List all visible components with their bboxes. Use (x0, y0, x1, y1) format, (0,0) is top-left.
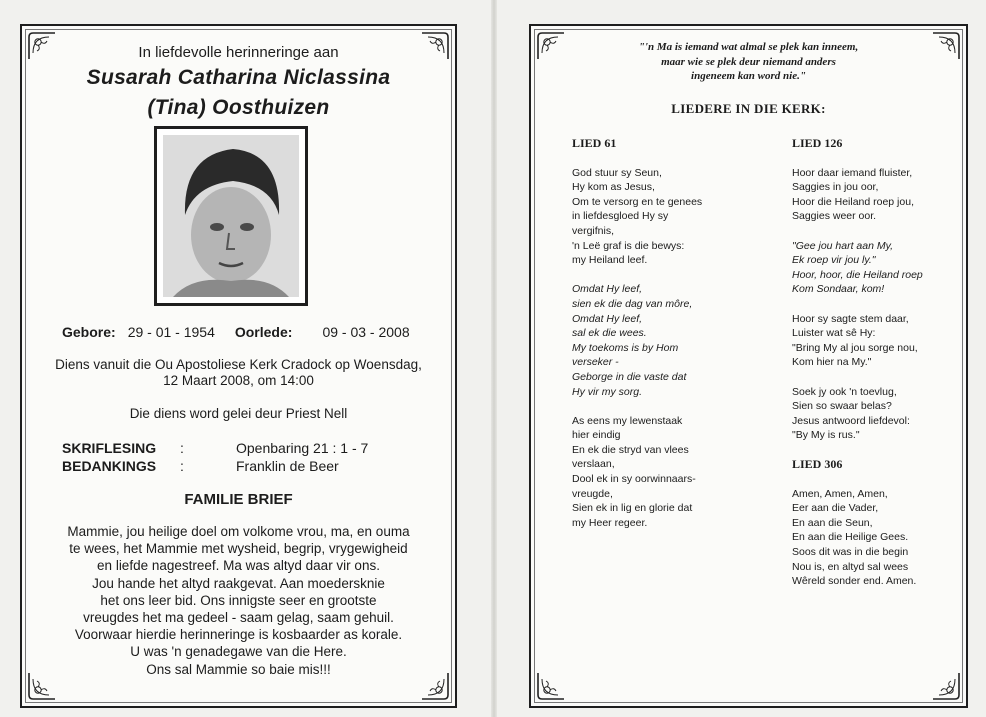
lyric-line: Amen, Amen, Amen, (792, 487, 888, 500)
lyric-line: Geborge in die vaste dat (572, 370, 687, 383)
lyric-line: Jesus antwoord liefdevol: (792, 414, 910, 427)
stanza (792, 166, 962, 224)
letter-line: vreugdes het ma gedeel - saam gelag, saam gehuil. (83, 610, 394, 626)
lyric-line: Kom hier na My." (792, 356, 872, 369)
lyric-line: En aan die Seun, (792, 516, 873, 529)
lied-61-column (572, 136, 762, 530)
lyric-line: in liefdesgloed Hy sy (572, 210, 669, 223)
lyric-line: Sien ek in lig en glorie dat (572, 502, 693, 515)
family-letter-body (42, 523, 435, 678)
thanks-row (62, 458, 339, 474)
scripture-row (62, 440, 368, 456)
memorial-intro: In liefdevolle herinneringe aan (138, 44, 339, 61)
letter-line: Ons sal Mammie so baie mis!!! (146, 661, 331, 677)
stanza-gap (792, 224, 962, 239)
song-body (572, 166, 762, 531)
lyric-line: Hoor, hoor, die Heiland roep (792, 268, 923, 281)
lyric-line: Hy kom as Jesus, (572, 181, 655, 194)
lyric-line: Ek roep vir jou ly." (792, 254, 876, 267)
portrait-photo (154, 126, 308, 306)
lyric-line: My toekoms is by Hom (572, 341, 679, 354)
lyric-line: Om te versorg en te genees (572, 195, 703, 208)
stanza (792, 239, 962, 297)
lyric-line: Omdat Hy leef, (572, 312, 643, 325)
stanza-gap (792, 297, 962, 312)
lyric-line: Soek jy ook 'n toevlug, (792, 385, 897, 398)
lyric-line: my Heiland leef. (572, 254, 648, 267)
letter-line: het ons leer bid. Ons innigste seer en grootste (100, 592, 377, 608)
stanza-gap (572, 399, 762, 414)
lyric-line: "By My is rus." (792, 429, 860, 442)
quote-line: "'n Ma is iemand wat almal se plek kan inneem, (638, 41, 859, 53)
deceased-name-line2: (Tina) Oosthuizen (147, 96, 330, 119)
lyric-line: Dool ek in sy oorwinnaars- (572, 473, 696, 486)
detail-label: SKRIFLESING (62, 440, 157, 456)
song-heading: LIED 126 (792, 136, 843, 150)
family-letter-title: FAMILIE BRIEF (184, 491, 293, 508)
letter-line: Voorwaar hierdie herinneringe is kosbaarder as korale. (74, 627, 403, 643)
page-fold (491, 0, 497, 717)
officiant-line: Die diens word gelei deur Priest Nell (129, 406, 348, 421)
lyric-line: Hoor die Heiland roep jou, (792, 195, 914, 208)
song-heading: LIED 61 (572, 136, 617, 150)
lyric-line: Soos dit was in die begin (792, 545, 909, 558)
ornate-corner-icon (931, 671, 961, 701)
songs-title: LIEDERE IN DIE KERK: (671, 101, 826, 116)
lyric-line: 'n Leë graf is die bewys: (572, 239, 685, 252)
lyric-line: God stuur sy Seun, (572, 166, 662, 179)
dates-row (62, 324, 415, 340)
lyric-line: "Gee jou hart aan My, (792, 239, 894, 252)
lyric-line: "Bring My al jou sorge nou, (792, 341, 918, 354)
stanza (572, 414, 762, 531)
quote-line: ingeneem kan word nie." (691, 70, 806, 82)
lyric-line: Hoor sy sagte stem daar, (792, 312, 909, 325)
stanza (792, 487, 962, 589)
right-page (529, 24, 968, 708)
lyric-line: Saggies in jou oor, (792, 181, 879, 194)
service-line: 12 Maart 2008, om 14:00 (163, 373, 314, 388)
detail-value: Openbaring 21 : 1 - 7 (236, 440, 369, 456)
detail-colon: : (180, 458, 184, 474)
left-page (20, 24, 457, 708)
lyric-line: vergifnis, (572, 224, 615, 237)
lyric-line: hier eindig (572, 429, 621, 442)
lyric-line: sal ek die wees. (572, 327, 647, 340)
stanza (572, 282, 762, 399)
lyric-line: Hoor daar iemand fluister, (792, 166, 913, 179)
letter-line: Jou hande het altyd raakgevat. Aan moedersknie (92, 575, 385, 591)
lied-306-column (792, 457, 962, 589)
lyric-line: verslaan, (572, 458, 615, 471)
letter-line: Mammie, jou heilige doel om volkome vrou, ma, en ouma (67, 524, 410, 539)
song-body (792, 487, 962, 589)
song-heading: LIED 306 (792, 457, 843, 471)
letter-line: U was 'n genadegawe van die Here. (130, 644, 347, 660)
quote-block (551, 40, 946, 84)
letter-line: en liefde nagestreef. Ma was altyd daar vir ons. (97, 558, 380, 574)
stanza-gap (572, 268, 762, 283)
lyric-line: Saggies weer oor. (792, 210, 877, 223)
lyric-line: Wêreld sonder end. Amen. (792, 575, 917, 588)
lyric-line: sien ek die dag van môre, (572, 297, 693, 310)
detail-colon: : (180, 440, 184, 456)
lyric-line: En aan die Heilige Gees. (792, 531, 909, 544)
stanza (792, 385, 962, 443)
detail-label: BEDANKINGS (62, 458, 157, 474)
lyric-line: Sien so swaar belas? (792, 400, 892, 413)
lyric-line: En ek die stryd van vlees (572, 443, 689, 456)
song-body (792, 166, 962, 443)
service-details (38, 357, 439, 389)
lyric-line: verseker - (572, 356, 619, 369)
died-date: 09 - 03 - 2008 (322, 324, 410, 340)
ornate-corner-icon (536, 671, 566, 701)
quote-line: maar wie se plek deur niemand anders (661, 55, 836, 68)
lyric-line: Luister wat sê Hy: (792, 327, 876, 340)
born-date: 29 - 01 - 1954 (127, 324, 215, 340)
died-label: Oorlede: (234, 324, 293, 340)
lyric-line: Hy vir my sorg. (572, 385, 643, 398)
detail-value: Franklin de Beer (236, 458, 339, 474)
stanza (572, 166, 762, 268)
lyric-line: As eens my lewenstaak (572, 414, 683, 427)
lyric-line: vreugde, (572, 487, 613, 500)
lyric-line: Nou is, en altyd sal wees (792, 560, 909, 573)
deceased-name-line1: Susarah Catharina Niclassina (86, 66, 391, 89)
lyric-line: Eer aan die Vader, (792, 502, 879, 515)
service-line: Diens vanuit die Ou Apostoliese Kerk Cradock op Woensdag, (55, 357, 422, 372)
lyric-line: my Heer regeer. (572, 516, 648, 529)
lyric-line: Kom Sondaar, kom! (792, 283, 885, 296)
born-label: Gebore: (62, 324, 116, 340)
lied-126-column (792, 136, 962, 443)
stanza-gap (792, 370, 962, 385)
stanza (792, 312, 962, 370)
letter-line: te wees, het Mammie met wysheid, begrip, vrygewigheid (69, 541, 408, 557)
lyric-line: Omdat Hy leef, (572, 283, 643, 296)
